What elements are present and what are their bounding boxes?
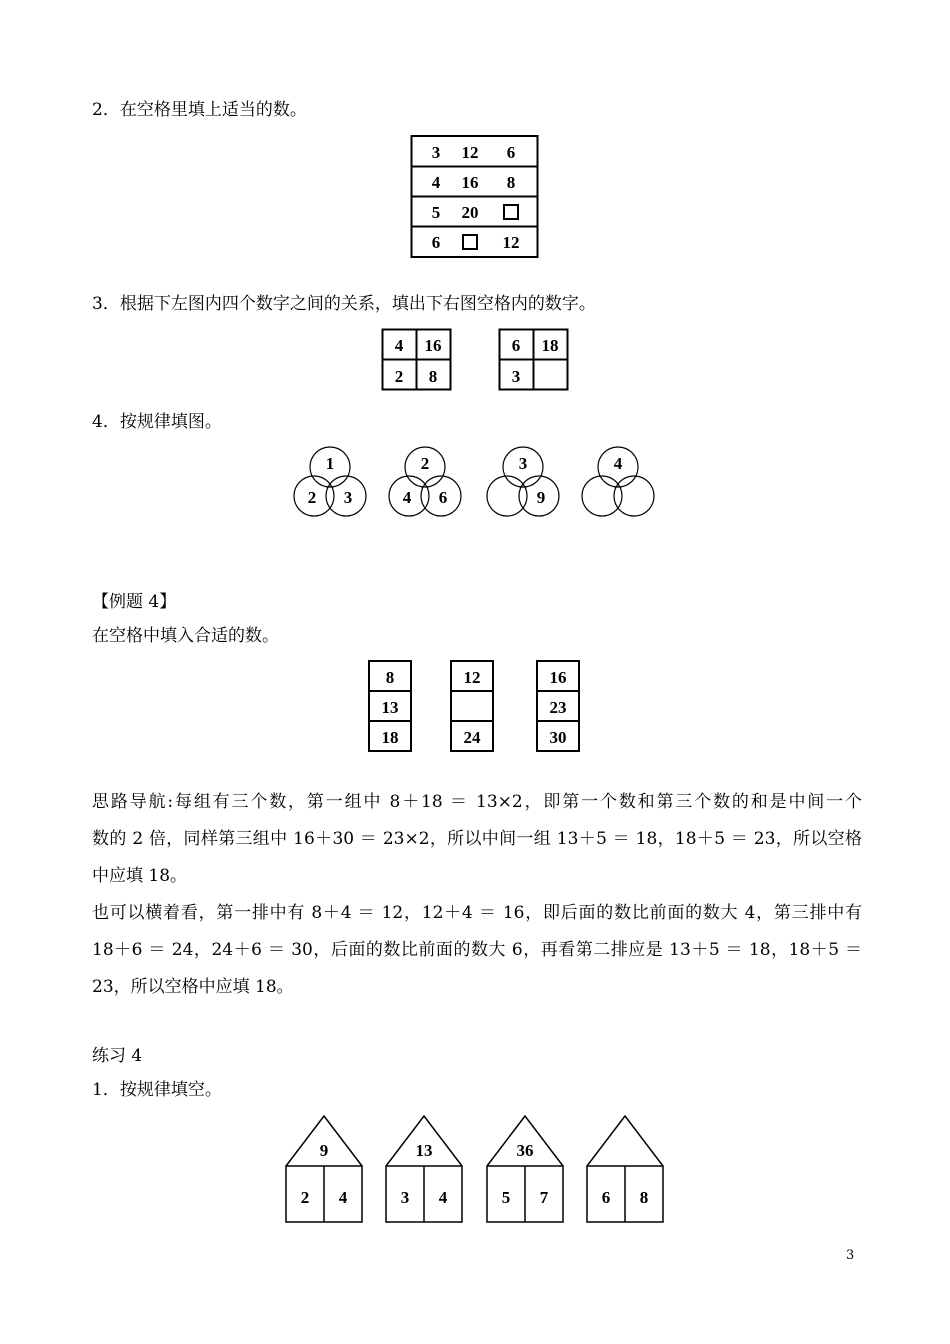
example-prompt: 在空格中填入合适的数。: [92, 626, 279, 646]
circle-number: 9: [536, 488, 546, 507]
q4-label: 4．按规律填图。: [92, 412, 222, 432]
circle-number: 6: [438, 488, 448, 507]
column-cell: 16: [549, 668, 567, 687]
grid-cell: 18: [541, 336, 559, 355]
example-explanation: [92, 784, 862, 1006]
column-cell: 24: [463, 728, 481, 747]
q2-label: 2．在空格里填上适当的数。: [92, 100, 307, 120]
explanation-line: 23，所以空格中应填 18。: [92, 977, 294, 997]
grid-cell: 6: [511, 336, 521, 355]
column-cell: 13: [381, 698, 399, 717]
roof-number: 13: [415, 1141, 433, 1160]
explanation-line: 思路导航:每组有三个数，第一组中 8＋18 ＝ 13×2，即第一个数和第三个数的和是中间一个: [92, 792, 862, 812]
practice-title: 练习 4: [92, 1046, 143, 1066]
circle: [487, 476, 527, 516]
table-cell: 12: [461, 143, 479, 162]
explanation-line: 中应填 18。: [92, 866, 188, 886]
house: [386, 1116, 462, 1222]
number-column: [369, 661, 411, 751]
blank-square: [463, 235, 477, 249]
circle-number: 4: [402, 488, 412, 507]
room-number: 6: [601, 1188, 611, 1207]
table-cell: 6: [506, 143, 516, 162]
q2-table: [410, 134, 540, 260]
column-cell: 8: [385, 668, 395, 687]
column-cell: 23: [549, 698, 567, 717]
page-number: 3: [846, 1248, 855, 1263]
example-columns-figure: [365, 658, 585, 756]
circle-number: 2: [307, 488, 317, 507]
explanation-line: 也可以横着看，第一排中有 8＋4 ＝ 12，12＋4 ＝ 16，即后面的数比前面的数大 4，第三排中有: [92, 903, 862, 923]
roof-number: 36: [516, 1141, 534, 1160]
roof-number: 9: [319, 1141, 329, 1160]
number-column: [451, 661, 493, 751]
room-number: 2: [300, 1188, 310, 1207]
grid-cell: 8: [428, 367, 438, 386]
table-cell: 8: [506, 173, 516, 192]
circle-number: 3: [343, 488, 353, 507]
table-cell: 20: [461, 203, 479, 222]
room-number: 8: [639, 1188, 649, 1207]
blank-square: [504, 205, 518, 219]
houses-figure: [280, 1110, 670, 1228]
q4-circles-figure: [285, 440, 670, 530]
circle-number: 4: [613, 454, 623, 473]
explanation-line: 18＋6 ＝ 24，24＋6 ＝ 30，后面的数比前面的数大 6，再看第二排应是 13＋5 ＝ 18，18＋5 ＝: [92, 940, 862, 960]
table-cell: 5: [431, 203, 441, 222]
table-cell: 4: [431, 173, 441, 192]
circle-group: [389, 447, 461, 516]
q3-right-grid: [498, 328, 570, 392]
column-cell: 30: [549, 728, 567, 747]
circle-group: [294, 447, 366, 516]
circle-number: 1: [325, 454, 335, 473]
circle-group: [487, 447, 559, 516]
room-number: 7: [539, 1188, 549, 1207]
house: [286, 1116, 362, 1222]
room-number: 4: [438, 1188, 448, 1207]
house: [487, 1116, 563, 1222]
number-column: [537, 661, 579, 751]
house: [587, 1116, 663, 1222]
practice-q1-label: 1．按规律填空。: [92, 1080, 222, 1100]
grid-cell: 16: [424, 336, 442, 355]
table-cell: 16: [461, 173, 479, 192]
grid-cell: 2: [394, 367, 404, 386]
column-cell: 12: [463, 668, 481, 687]
room-number: 3: [400, 1188, 410, 1207]
example-title: 【例题 4】: [92, 592, 177, 612]
table-cell: 6: [431, 233, 441, 252]
grid-cell: 3: [511, 367, 521, 386]
circle: [614, 476, 654, 516]
column-cell: 18: [381, 728, 399, 747]
q3-left-grid: [381, 328, 453, 392]
grid-cell: 4: [394, 336, 404, 355]
circle-group: [582, 447, 654, 516]
circle: [582, 476, 622, 516]
room-number: 4: [338, 1188, 348, 1207]
table-cell: 12: [502, 233, 520, 252]
table-cell: 3: [431, 143, 441, 162]
explanation-line: 数的 2 倍，同样第三组中 16＋30 ＝ 23×2，所以中间一组 13＋5 ＝ 18，18＋5 ＝ 23，所以空格: [92, 829, 862, 849]
circle-number: 2: [420, 454, 430, 473]
room-number: 5: [501, 1188, 511, 1207]
q3-label: 3．根据下左图内四个数字之间的关系，填出下右图空格内的数字。: [92, 294, 596, 314]
circle-number: 3: [518, 454, 528, 473]
